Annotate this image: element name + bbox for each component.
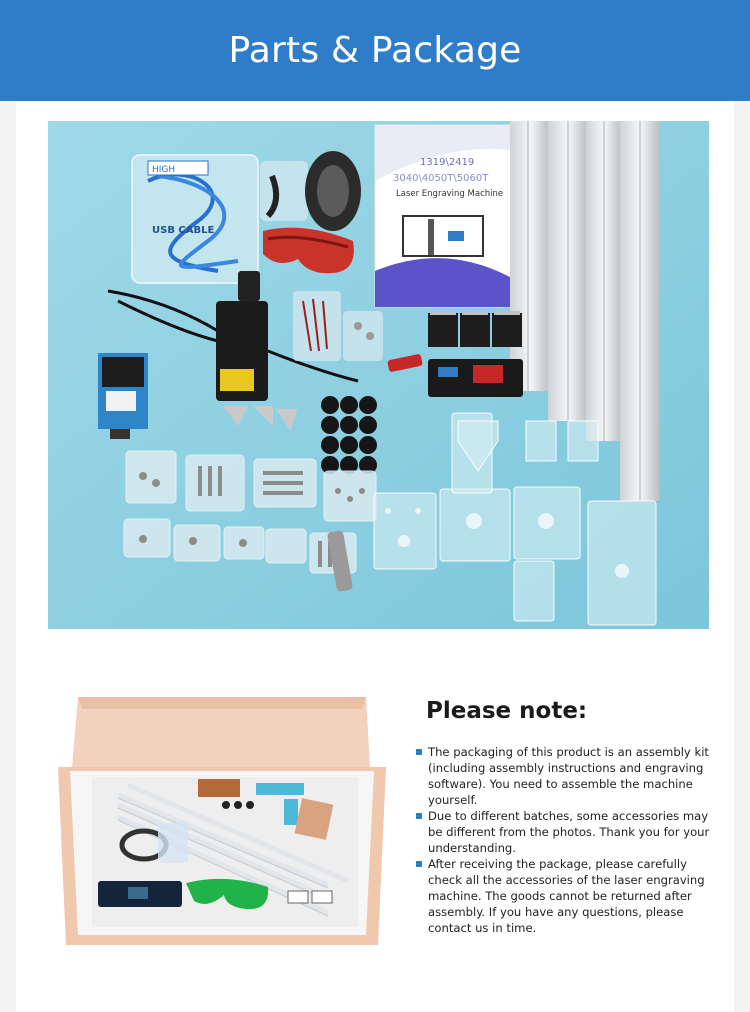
note-text: After receiving the package, please carefully check all the accessories of the laser engraving machine. The goods cannot be returned after assembly. If you have any questions, please contact us in time. [428, 857, 705, 935]
manual-line-2: 3040\4050T\5060T [393, 173, 489, 184]
square-bullet-icon [416, 749, 422, 755]
cable-label-high: HIGH [152, 165, 176, 175]
stepper-motors [428, 311, 522, 347]
square-bullet-icon [416, 813, 422, 819]
manual-line-3: Laser Engraving Machine [396, 189, 504, 199]
note-text: Due to different batches, some accessories may be different from the photos. Thank you for your understanding. [428, 809, 710, 855]
manual-line-1: 1319\2419 [420, 157, 475, 168]
notes-title: Please note: [426, 698, 588, 724]
page-title: Parts & Package [228, 30, 522, 71]
header-banner [0, 0, 750, 101]
usb-cable-bag [132, 155, 258, 283]
packaging-box-photo [48, 655, 393, 993]
note-item [414, 808, 714, 856]
instruction-manual [375, 125, 517, 307]
parts-photo [48, 121, 709, 629]
square-bullet-icon [416, 861, 422, 867]
note-item [414, 744, 714, 808]
cable-label-usb: USB CABLE [152, 225, 215, 236]
please-note-section [414, 698, 714, 936]
controller-board [428, 359, 523, 397]
note-item [414, 856, 714, 936]
note-text: The packaging of this product is an assembly kit (including assembly instructions and engraving software). You need to assemble the machine yourself. [428, 745, 709, 807]
notes-list [414, 744, 714, 936]
laser-module [98, 353, 148, 439]
